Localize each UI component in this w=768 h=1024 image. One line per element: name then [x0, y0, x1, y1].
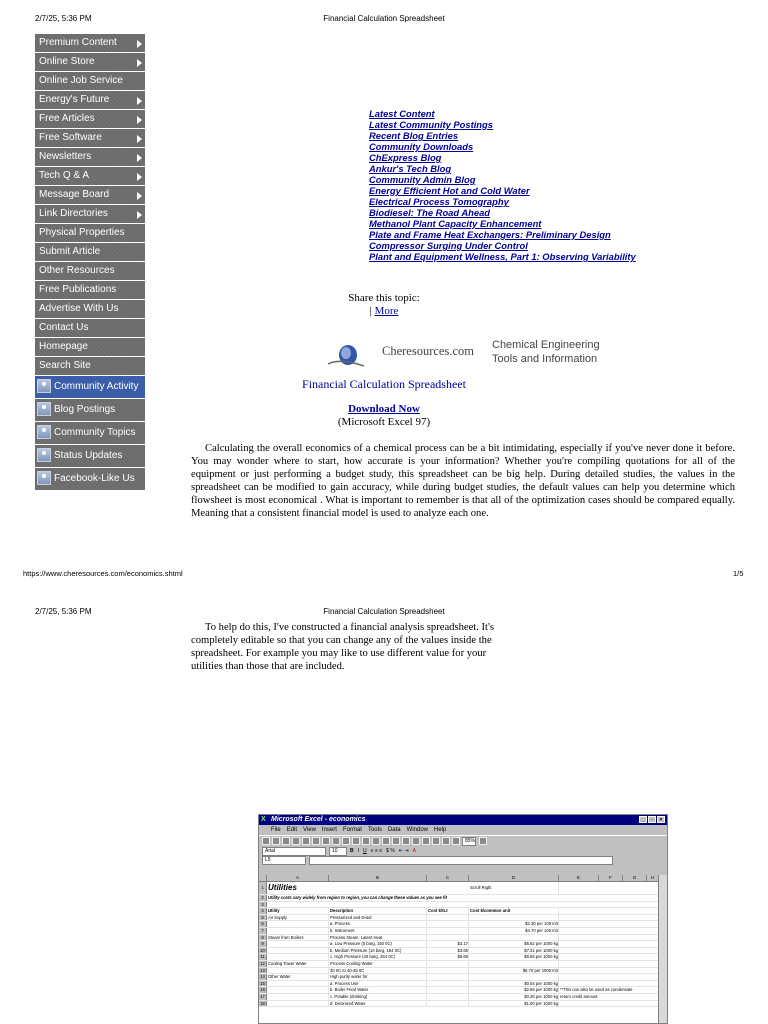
sheet-cell[interactable]: [469, 974, 559, 980]
sheet-cell[interactable]: [559, 941, 659, 947]
sheet-cell[interactable]: [267, 968, 329, 974]
sheet-rows: [259, 915, 659, 1007]
sheet-cell[interactable]: Process Steam: Latent Heat: [329, 935, 427, 941]
header-description: Description: [329, 908, 427, 914]
sheet-cell[interactable]: b. Instrument: [329, 928, 427, 934]
drawing-icon[interactable]: [452, 837, 460, 845]
community-item[interactable]: [35, 468, 145, 490]
sheet-cell[interactable]: $6.70 per 1000 m3: [469, 968, 559, 974]
print-datetime: 2/7/25, 5:36 PM: [35, 14, 92, 23]
logo-tagline-1: Chemical Engineering: [492, 339, 600, 351]
intro-paragraph: Calculating the overall economics of a chemical process can be a bit intimidating, especially if you've never done it before. You may wonder where to start, how accurate is your information? Whether you're compiling quotations for all of the equipment or just performing a budget study, this spreadsheet can be big help. During detailed studies, the values in the spreadsheet can be modified to gain accuracy, while during budget studies, the default values can help you determine which flowsheet is most economical . What is important to remember is that all of the optimization cases should be compared equally. Meaning that a consistent financial model is used to analyze each one.: [191, 443, 735, 519]
submenu-arrow-icon: [137, 154, 142, 162]
sheet-cell[interactable]: $3.65: [427, 948, 469, 954]
share-more: [0, 305, 768, 317]
sheet-cell[interactable]: a. Process Use: [329, 981, 427, 987]
sheet-cell[interactable]: [559, 935, 659, 941]
font-color-icon[interactable]: A: [412, 848, 416, 854]
sheet-cell[interactable]: [267, 981, 329, 987]
sheet-cell[interactable]: a. Low Pressure (5 barg, 160 0C): [329, 941, 427, 947]
sheet-cell[interactable]: $1.00 per 1000 kg: [469, 1001, 559, 1007]
sheet-row: [259, 987, 659, 994]
sidebar-item[interactable]: [35, 357, 145, 375]
sheet-cell[interactable]: [559, 954, 659, 960]
excel-menu-item[interactable]: Window: [406, 827, 428, 833]
sheet-cell[interactable]: Cooling Tower Water: [267, 961, 329, 967]
content-link[interactable]: Plate and Frame Heat Exchangers: Preliminary Design: [369, 229, 611, 240]
maximize-icon[interactable]: ▫: [648, 816, 656, 823]
sheet-row-note: [259, 895, 659, 902]
excel-format-toolbar: [259, 846, 667, 856]
scroll-right-label: Scroll Right: [469, 882, 559, 894]
content-link[interactable]: Plant and Equipment Wellness, Part 1: Observing Variability: [369, 251, 636, 262]
name-box[interactable]: L5: [262, 856, 306, 865]
paste-icon[interactable]: [342, 837, 350, 845]
undo-icon[interactable]: [362, 837, 370, 845]
sheet-cell[interactable]: $5.69: [427, 954, 469, 960]
sheet-cell[interactable]: [427, 1001, 469, 1007]
row-number: 18: [259, 1001, 267, 1007]
community-item-label: Community Topics: [54, 427, 136, 438]
user-avatar-icon: [37, 448, 51, 462]
row-number: 2: [259, 895, 267, 901]
sidebar-item[interactable]: [35, 129, 145, 147]
sheet-cell[interactable]: [559, 915, 659, 921]
document-title: Financial Calculation Spreadsheet: [302, 377, 466, 391]
sidebar-item-label: Search Site: [39, 360, 91, 371]
excel-formula-bar: [259, 856, 667, 865]
sheet-cell[interactable]: b. Medium Pressure (10 barg, 184 0C): [329, 948, 427, 954]
sheet-cell[interactable]: $0.04 per 1000 kg: [469, 981, 559, 987]
sheet-cell[interactable]: [559, 928, 659, 934]
content-links: [369, 108, 636, 262]
sheet-table-header: [259, 908, 659, 915]
vertical-scrollbar[interactable]: [658, 875, 667, 1024]
sheet-cell[interactable]: $0.26 per 1000 kg: [469, 994, 559, 1000]
sheet-cell[interactable]: b. Boiler Feed Water: [329, 987, 427, 993]
excel-toolbar: [259, 835, 667, 846]
sidebar-item[interactable]: [35, 167, 145, 185]
sheet-cell[interactable]: [559, 968, 659, 974]
sheet-cell[interactable]: Other Water: [267, 974, 329, 980]
sheet-cell[interactable]: Process Cooling Water: [329, 961, 427, 967]
sheet-cell[interactable]: **This can also be used as condensate: [559, 987, 659, 993]
excel-sheet[interactable]: [259, 875, 659, 1024]
sheet-row: [259, 974, 659, 981]
sort-desc-icon[interactable]: [422, 837, 430, 845]
sidebar-item[interactable]: [35, 262, 145, 280]
sidebar-item-label: Free Articles: [39, 113, 95, 124]
row-number: 10: [259, 948, 267, 954]
sort-asc-icon[interactable]: [412, 837, 420, 845]
sidebar-item[interactable]: [35, 186, 145, 204]
excel-menu-item[interactable]: Data: [387, 827, 401, 833]
sheet-cell[interactable]: [559, 948, 659, 954]
excel-menu-item[interactable]: Edit: [286, 827, 298, 833]
sheet-cell[interactable]: [427, 981, 469, 987]
download-block: [0, 403, 768, 415]
select-all-corner[interactable]: [259, 875, 267, 881]
content-link[interactable]: Energy Efficient Hot and Cold Water: [369, 185, 530, 196]
excel-menu-item[interactable]: Insert: [321, 827, 337, 833]
user-avatar-icon: [37, 471, 51, 485]
share-label: Share this topic:: [348, 292, 420, 304]
row-number: 9: [259, 941, 267, 947]
row-number: 4: [259, 908, 267, 914]
sidebar-item[interactable]: [35, 224, 145, 242]
sheet-cell[interactable]: $2.56 per 1000 kg: [469, 987, 559, 993]
content-link[interactable]: Community Admin Blog: [369, 174, 476, 185]
sheet-cell[interactable]: $8.65 per 1000 kg: [469, 954, 559, 960]
save-icon[interactable]: [282, 837, 290, 845]
sidebar-item-label: Other Resources: [39, 265, 115, 276]
sheet-cell[interactable]: [559, 974, 659, 980]
print-url: https://www.cheresources.com/economics.shtml: [23, 569, 183, 578]
sheet-cell[interactable]: c. Potable (drinking): [329, 994, 427, 1000]
function-icon[interactable]: [402, 837, 410, 845]
excel-app-icon: X: [261, 816, 266, 823]
excel-title: Microsoft Excel - economics: [271, 816, 366, 823]
print-page-number: 1/5: [733, 569, 744, 578]
sheet-row: [259, 968, 659, 975]
indent-icon[interactable]: ⇤ ⇥: [398, 848, 409, 854]
sidebar-item-label: Physical Properties: [39, 227, 125, 238]
sidebar-item-label: Free Publications: [39, 284, 117, 295]
sheet-cell[interactable]: $3.17: [427, 941, 469, 947]
sheet-row: [259, 921, 659, 928]
excel-screenshot: [258, 814, 668, 1024]
sidebar-item-label: Homepage: [39, 341, 88, 352]
community-item-label: Blog Postings: [54, 404, 116, 415]
sidebar-item-label: Tech Q & A: [39, 170, 90, 181]
community-item[interactable]: [35, 445, 145, 467]
sheet-cell[interactable]: [559, 961, 659, 967]
sheet-cell[interactable]: [427, 968, 469, 974]
sheet-cell[interactable]: $6.62 per 1000 kg: [469, 941, 559, 947]
content-link[interactable]: Ankur's Tech Blog: [369, 163, 452, 174]
column-header[interactable]: H: [647, 875, 659, 881]
sheet-heading: Utilities: [268, 883, 297, 892]
currency-icon[interactable]: $ %: [386, 848, 395, 854]
preview-icon[interactable]: [302, 837, 310, 845]
copy-icon[interactable]: [332, 837, 340, 845]
logo-name: Cheresources.com: [382, 344, 474, 358]
excel-menubar: [259, 825, 667, 835]
column-header[interactable]: B: [329, 875, 427, 881]
sheet-cell[interactable]: [427, 935, 469, 941]
sheet-row: [259, 1001, 659, 1008]
help-icon[interactable]: [479, 837, 487, 845]
column-headers: [259, 875, 659, 882]
sidebar-item[interactable]: [35, 338, 145, 356]
row-number: 16: [259, 987, 267, 993]
sheet-row: [259, 941, 659, 948]
sheet-cell[interactable]: [469, 935, 559, 941]
sidebar-item-label: Contact Us: [39, 322, 89, 333]
cut-icon[interactable]: [322, 837, 330, 845]
sheet-cell[interactable]: c. High Pressure (40 barg, 254 0C): [329, 954, 427, 960]
download-format: (Microsoft Excel 97): [337, 416, 431, 428]
sheet-cell[interactable]: [559, 1001, 659, 1007]
sidebar-item-label: Premium Content: [39, 37, 117, 48]
sheet-cell[interactable]: [267, 921, 329, 927]
sidebar-item-label: Online Job Service: [39, 75, 123, 86]
empty-cell: [427, 882, 469, 894]
sheet-cell[interactable]: Pressurized and Dried: [329, 915, 427, 921]
sheet-cell[interactable]: [427, 974, 469, 980]
submenu-arrow-icon: [137, 40, 142, 48]
submenu-arrow-icon: [137, 192, 142, 200]
row-number: 1: [259, 882, 267, 894]
new-icon[interactable]: [262, 837, 270, 845]
chart-icon[interactable]: [432, 837, 440, 845]
logo-tagline: [492, 338, 600, 366]
submenu-arrow-icon: [137, 211, 142, 219]
sidebar-item-label: Energy's Future: [39, 94, 110, 105]
content-link[interactable]: Recent Blog Entries: [369, 130, 459, 141]
row-number: 8: [259, 935, 267, 941]
community-item-label: Status Updates: [54, 450, 123, 461]
logo-icon: [326, 340, 366, 368]
sheet-cell[interactable]: Steam from Boilers: [267, 935, 329, 941]
submenu-arrow-icon: [137, 97, 142, 105]
hyperlink-icon[interactable]: [382, 837, 390, 845]
sheet-cell[interactable]: [469, 961, 559, 967]
sheet-cell[interactable]: [267, 994, 329, 1000]
sheet-cell[interactable]: $2.30 per 100 m3: [469, 921, 559, 927]
sheet-cell[interactable]: return credit amount: [559, 994, 659, 1000]
header-cost-gj: Cost $/GJ: [427, 908, 469, 914]
row-number: 11: [259, 954, 267, 960]
sheet-note: Utility costs vary widely from region to region, you can change these values as you see fit: [268, 895, 447, 900]
sidebar-item[interactable]: [35, 243, 145, 261]
sidebar-item-label: Submit Article: [39, 246, 101, 257]
row-number: 15: [259, 981, 267, 987]
sidebar-item[interactable]: [35, 148, 145, 166]
explanation-paragraph: To help do this, I've constructed a financial analysis spreadsheet. It's completely editable so that you can change any of the values inside the spreadsheet. For example you may like to use different value for your utilities than those that are included.: [191, 622, 495, 672]
sidebar-item[interactable]: [35, 91, 145, 109]
sheet-cell[interactable]: High purity water for: [329, 974, 427, 980]
community-item-label: Community Activity: [54, 381, 139, 392]
sheet-row: [259, 915, 659, 922]
submenu-arrow-icon: [137, 116, 142, 124]
sheet-row: [259, 948, 659, 955]
sheet-cell[interactable]: Air Supply: [267, 915, 329, 921]
submenu-arrow-icon: [137, 59, 142, 67]
sheet-cell[interactable]: [267, 941, 329, 947]
sidebar-item[interactable]: [35, 110, 145, 128]
sidebar-item[interactable]: [35, 72, 145, 90]
bold-icon[interactable]: B: [350, 848, 354, 854]
row-number: 7: [259, 928, 267, 934]
sidebar-item-label: Message Board: [39, 189, 110, 200]
sheet-row-blank: [259, 902, 659, 909]
sidebar-item[interactable]: [35, 34, 145, 52]
zoom-select[interactable]: 85%: [462, 837, 476, 846]
more-link[interactable]: More: [374, 305, 399, 317]
format-painter-icon[interactable]: [352, 837, 360, 845]
download-link[interactable]: Download Now: [348, 403, 420, 415]
sheet-row: [259, 981, 659, 988]
excel-menu-item[interactable]: File: [271, 827, 281, 833]
sheet-cell[interactable]: [267, 928, 329, 934]
column-header[interactable]: C: [427, 875, 469, 881]
sheet-cell[interactable]: [267, 948, 329, 954]
sidebar-item[interactable]: [35, 53, 145, 71]
sheet-cell[interactable]: $4.70 per 100 m3: [469, 928, 559, 934]
column-header[interactable]: F: [599, 875, 623, 881]
sidebar-item-label: Link Directories: [39, 208, 108, 219]
row-number: 17: [259, 994, 267, 1000]
content-link[interactable]: Electrical Process Tomography: [369, 196, 509, 207]
cheresources-logo: [326, 338, 616, 368]
sheet-cell[interactable]: [427, 961, 469, 967]
excel-titlebar: [259, 815, 667, 825]
print-datetime-2: 2/7/25, 5:36 PM: [35, 607, 92, 616]
sheet-cell[interactable]: [267, 954, 329, 960]
submenu-arrow-icon: [137, 173, 142, 181]
row-number: 5: [259, 915, 267, 921]
autosum-icon[interactable]: [392, 837, 400, 845]
sheet-row: [259, 928, 659, 935]
sheet-row: [259, 935, 659, 942]
logo-tagline-2: Tools and Information: [492, 353, 598, 365]
sidebar-item-label: Online Store: [39, 56, 95, 67]
spell-icon[interactable]: [312, 837, 320, 845]
minimize-icon[interactable]: _: [639, 816, 647, 823]
sheet-cell[interactable]: [559, 981, 659, 987]
header-utility: Utility: [267, 908, 329, 914]
font-select[interactable]: Arial: [262, 847, 326, 856]
excel-menu-item[interactable]: Help: [434, 827, 447, 833]
italic-icon[interactable]: I: [357, 848, 360, 854]
row-number: 13: [259, 968, 267, 974]
sheet-cell[interactable]: [427, 915, 469, 921]
close-icon[interactable]: ×: [657, 816, 665, 823]
excel-menu-item[interactable]: View: [303, 827, 316, 833]
content-link[interactable]: Latest Content: [369, 108, 435, 119]
print-icon[interactable]: [292, 837, 300, 845]
row-number: 12: [259, 961, 267, 967]
sheet-row: [259, 961, 659, 968]
row-number: 14: [259, 974, 267, 980]
align-icon[interactable]: ≡ ≡ ≡: [370, 848, 383, 854]
redo-icon[interactable]: [372, 837, 380, 845]
column-header[interactable]: A: [267, 875, 329, 881]
content-link[interactable]: Community Downloads: [369, 141, 474, 152]
sheet-cell[interactable]: d. Deionized Water: [329, 1001, 427, 1007]
sidebar-item-label: Free Software: [39, 132, 102, 143]
sheet-cell[interactable]: [469, 915, 559, 921]
sheet-cell[interactable]: [427, 987, 469, 993]
content-link[interactable]: ChExpress Blog: [369, 152, 442, 163]
formula-input[interactable]: [309, 856, 613, 865]
row-number: 6: [259, 921, 267, 927]
sidebar-item[interactable]: [35, 205, 145, 223]
sidebar-item[interactable]: [35, 319, 145, 337]
print-title: Financial Calculation Spreadsheet: [323, 14, 445, 23]
sheet-cell[interactable]: [427, 994, 469, 1000]
sheet-row: [259, 954, 659, 961]
column-header[interactable]: E: [559, 875, 599, 881]
excel-menu-item[interactable]: Format: [342, 827, 362, 833]
sheet-cell[interactable]: $7.31 per 1000 kg: [469, 948, 559, 954]
sheet-cell[interactable]: [427, 928, 469, 934]
row-number: 3: [259, 902, 267, 908]
sidebar-item-label: Advertise With Us: [39, 303, 119, 314]
empty-cell: [329, 882, 427, 894]
sheet-cell[interactable]: 30 0C to 40-45 0C: [329, 968, 427, 974]
font-size-select[interactable]: 10: [329, 847, 347, 856]
open-icon[interactable]: [272, 837, 280, 845]
sheet-row: [259, 994, 659, 1001]
column-header[interactable]: D: [469, 875, 559, 881]
sheet-cell[interactable]: [427, 921, 469, 927]
submenu-arrow-icon: [137, 135, 142, 143]
map-icon[interactable]: [442, 837, 450, 845]
header-cost-unit: Cost $/common unit: [469, 908, 559, 914]
underline-icon[interactable]: U: [363, 848, 367, 854]
column-header[interactable]: G: [623, 875, 647, 881]
content-link[interactable]: Methanol Plant Capacity Enhancement: [369, 218, 542, 229]
content-link[interactable]: Latest Community Postings: [369, 119, 493, 130]
content-link[interactable]: Biodiesel: The Road Ahead: [369, 207, 491, 218]
excel-menu-item[interactable]: Tools: [367, 827, 382, 833]
sheet-row-heading: [259, 882, 659, 895]
sheet-cell[interactable]: [559, 921, 659, 927]
sheet-cell[interactable]: [267, 987, 329, 993]
sheet-cell[interactable]: a. Process: [329, 921, 427, 927]
share-separator: |: [369, 305, 372, 317]
community-item-label: Facebook-Like Us: [54, 473, 135, 484]
content-link[interactable]: Compressor Surging Under Control: [369, 240, 528, 251]
print-title-2: Financial Calculation Spreadsheet: [323, 607, 445, 616]
sheet-cell[interactable]: [267, 1001, 329, 1007]
sidebar-item-label: Newsletters: [39, 151, 92, 162]
